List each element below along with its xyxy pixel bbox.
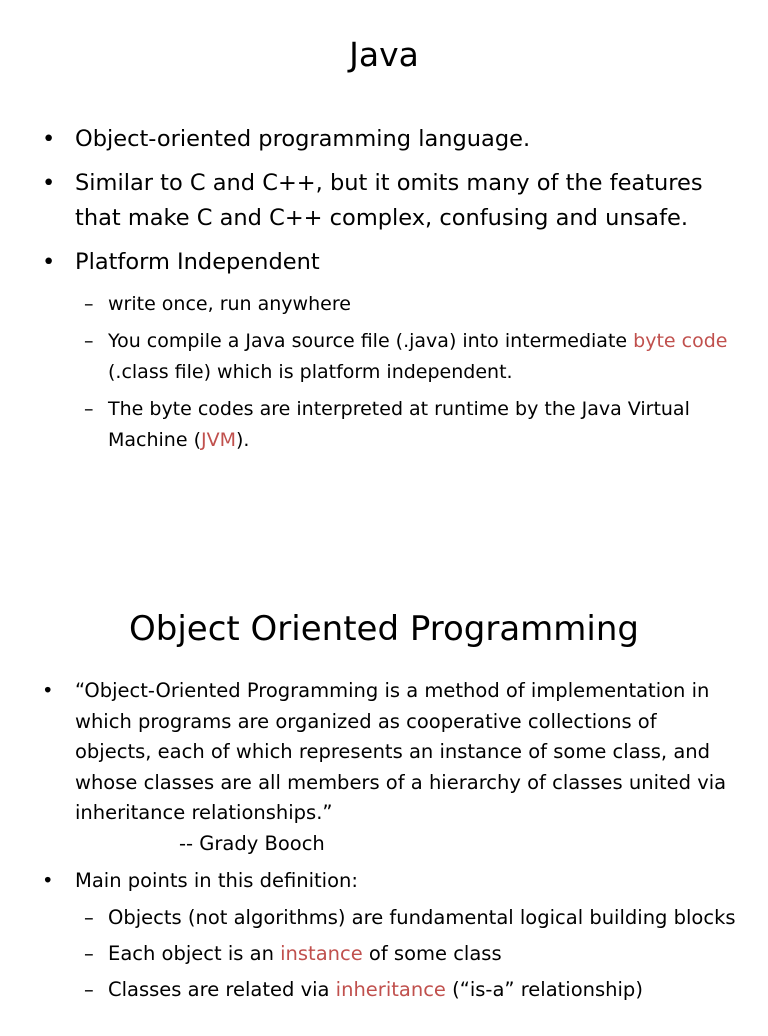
- bullet-glyph: •: [42, 679, 54, 702]
- dash-glyph: –: [84, 330, 94, 352]
- sub-bullet-text-pre: Classes are related via: [108, 978, 336, 1002]
- bullet-glyph: •: [42, 249, 56, 275]
- bullet-item: [0, 245, 768, 280]
- bullet-text: Main points in this definition:: [75, 868, 358, 892]
- sub-bullet-text-post: of some class: [362, 942, 502, 966]
- sub-bullet-item: [0, 974, 768, 1005]
- sub-bullet-text-pre: Each object is an: [108, 942, 281, 966]
- sub-bullet-item: [0, 289, 768, 320]
- dash-glyph: –: [84, 906, 94, 930]
- bullet-item: [0, 122, 768, 157]
- sub-bullet-text-pre: The byte codes are interpreted at runtime by the Java Virtual Machine (: [108, 398, 690, 451]
- bullet-text: Similar to C and C++, but it omits many of the features that make C and C++ complex, confusing and unsafe.: [75, 170, 703, 231]
- sub-bullet-item: [0, 902, 768, 933]
- sub-bullet-text-pre: You compile a Java source file (.java) into intermediate: [108, 330, 634, 352]
- slide-oop: [0, 576, 768, 1036]
- sub-bullet-text: write once, run anywhere: [108, 293, 351, 315]
- highlight-term: inheritance: [335, 978, 446, 1002]
- dash-glyph: –: [84, 978, 94, 1002]
- quote-text: “Object-Oriented Programming is a method of implementation in which programs are organized as cooperative collections of objects, each of which represents an instance of some class, and whose classes are all members of a hierarchy of classes united via inheritance relationships.”: [75, 679, 727, 825]
- dash-glyph: –: [84, 942, 94, 966]
- sub-bullet-item: [0, 938, 768, 969]
- bullet-glyph: •: [42, 126, 56, 152]
- highlight-term: instance: [280, 942, 363, 966]
- bullet-item: [0, 866, 768, 897]
- sub-bullet-text: Objects (not algorithms) are fundamental logical building blocks: [108, 906, 736, 930]
- bullet-text: Object-oriented programming language.: [75, 126, 531, 152]
- bullet-list: [0, 122, 768, 462]
- sub-bullet-item: [0, 394, 768, 456]
- dash-glyph: –: [84, 398, 94, 420]
- bullet-text: Platform Independent: [75, 249, 320, 275]
- highlight-term: byte code: [633, 330, 728, 352]
- bullet-item: [0, 166, 768, 236]
- quote-attribution: -- Grady Booch: [179, 831, 325, 855]
- dash-glyph: –: [84, 293, 94, 315]
- slide-title: Object Oriented Programming: [129, 609, 639, 649]
- highlight-term: JVM: [201, 429, 236, 451]
- bullet-item: [0, 676, 768, 860]
- slide-title: Java: [349, 35, 419, 74]
- bullet-glyph: •: [42, 868, 54, 892]
- bullet-list: [0, 676, 768, 1010]
- sub-bullet-text-post: ).: [236, 429, 250, 451]
- sub-bullet-text-post: (“is-a” relationship): [445, 978, 643, 1002]
- bullet-glyph: •: [42, 170, 56, 196]
- sub-bullet-item: [0, 326, 768, 388]
- sub-bullet-text-post: (.class file) which is platform independent.: [108, 361, 513, 383]
